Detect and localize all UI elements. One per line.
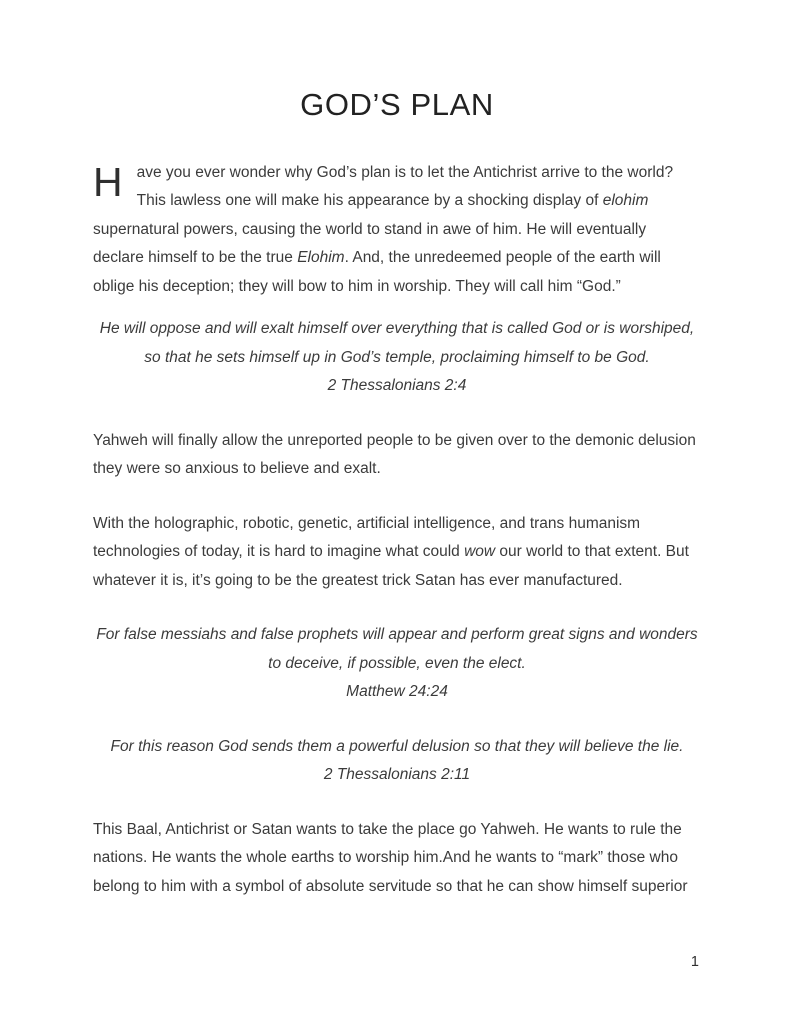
quote-reference: Matthew 24:24 [346, 683, 448, 701]
quote-reference: 2 Thessalonians 2:4 [327, 377, 467, 395]
page-number: 1 [690, 954, 699, 970]
text-run: . And, the unredeemed people of the earth will oblige his deception; they will bow to him in worship. They will call him “God.” [93, 249, 661, 295]
text-run-italic: wow [464, 543, 496, 561]
scripture-quote-2thess-2-11 [93, 733, 701, 790]
text-run: With the holographic, robotic, genetic, artificial intelligence, and trans humanism technologies of today, it is hard to imagine what could [93, 514, 641, 561]
paragraph-intro [93, 159, 701, 302]
quote-text: For this reason God sends them a powerful delusion so that they will believe the lie. [110, 737, 684, 755]
scripture-quote-matthew-24-24 [93, 621, 701, 707]
text-run-italic: elohim [602, 192, 649, 210]
paragraph-yahweh: Yahweh will finally allow the unreported people to be given over to the demonic delusion they were so anxious to believe and exalt. [93, 431, 696, 478]
quote-text: For false messiahs and false prophets will appear and perform great signs and wonders to deceive, if possible, even the elect. [96, 626, 698, 672]
drop-cap: H [93, 158, 123, 205]
quote-reference: 2 Thessalonians 2:11 [323, 766, 471, 784]
text-run-italic: Elohim [297, 249, 345, 267]
paragraph-baal: This Baal, Antichrist or Satan wants to take the place go Yahweh. He wants to rule the nations. He wants the whole earths to worship him.And he wants to “mark” those who belong to him with a symbol of absolute servitude so that he can show himself superior [93, 820, 688, 895]
paragraph-technologies [93, 510, 701, 596]
quote-text: He will oppose and will exalt himself over everything that is called God or is worshiped, so that he sets himself up in God’s temple, proclaiming himself to be God. [99, 320, 695, 366]
text-run: ave you ever wonder why God’s plan is to let the Antichrist arrive to the world? This lawless one will make his appearance by a shocking display of [136, 163, 674, 210]
scripture-quote-2thess-2-4 [93, 315, 701, 401]
text-run: our world to that extent. But whatever it is, it’s going to be the greatest trick Satan has ever manufactured. [93, 543, 689, 589]
text-run: supernatural powers, causing the world to stand in awe of him. He will eventually declare himself to be the true [93, 220, 647, 267]
page-title: GOD’S PLAN [300, 87, 494, 122]
